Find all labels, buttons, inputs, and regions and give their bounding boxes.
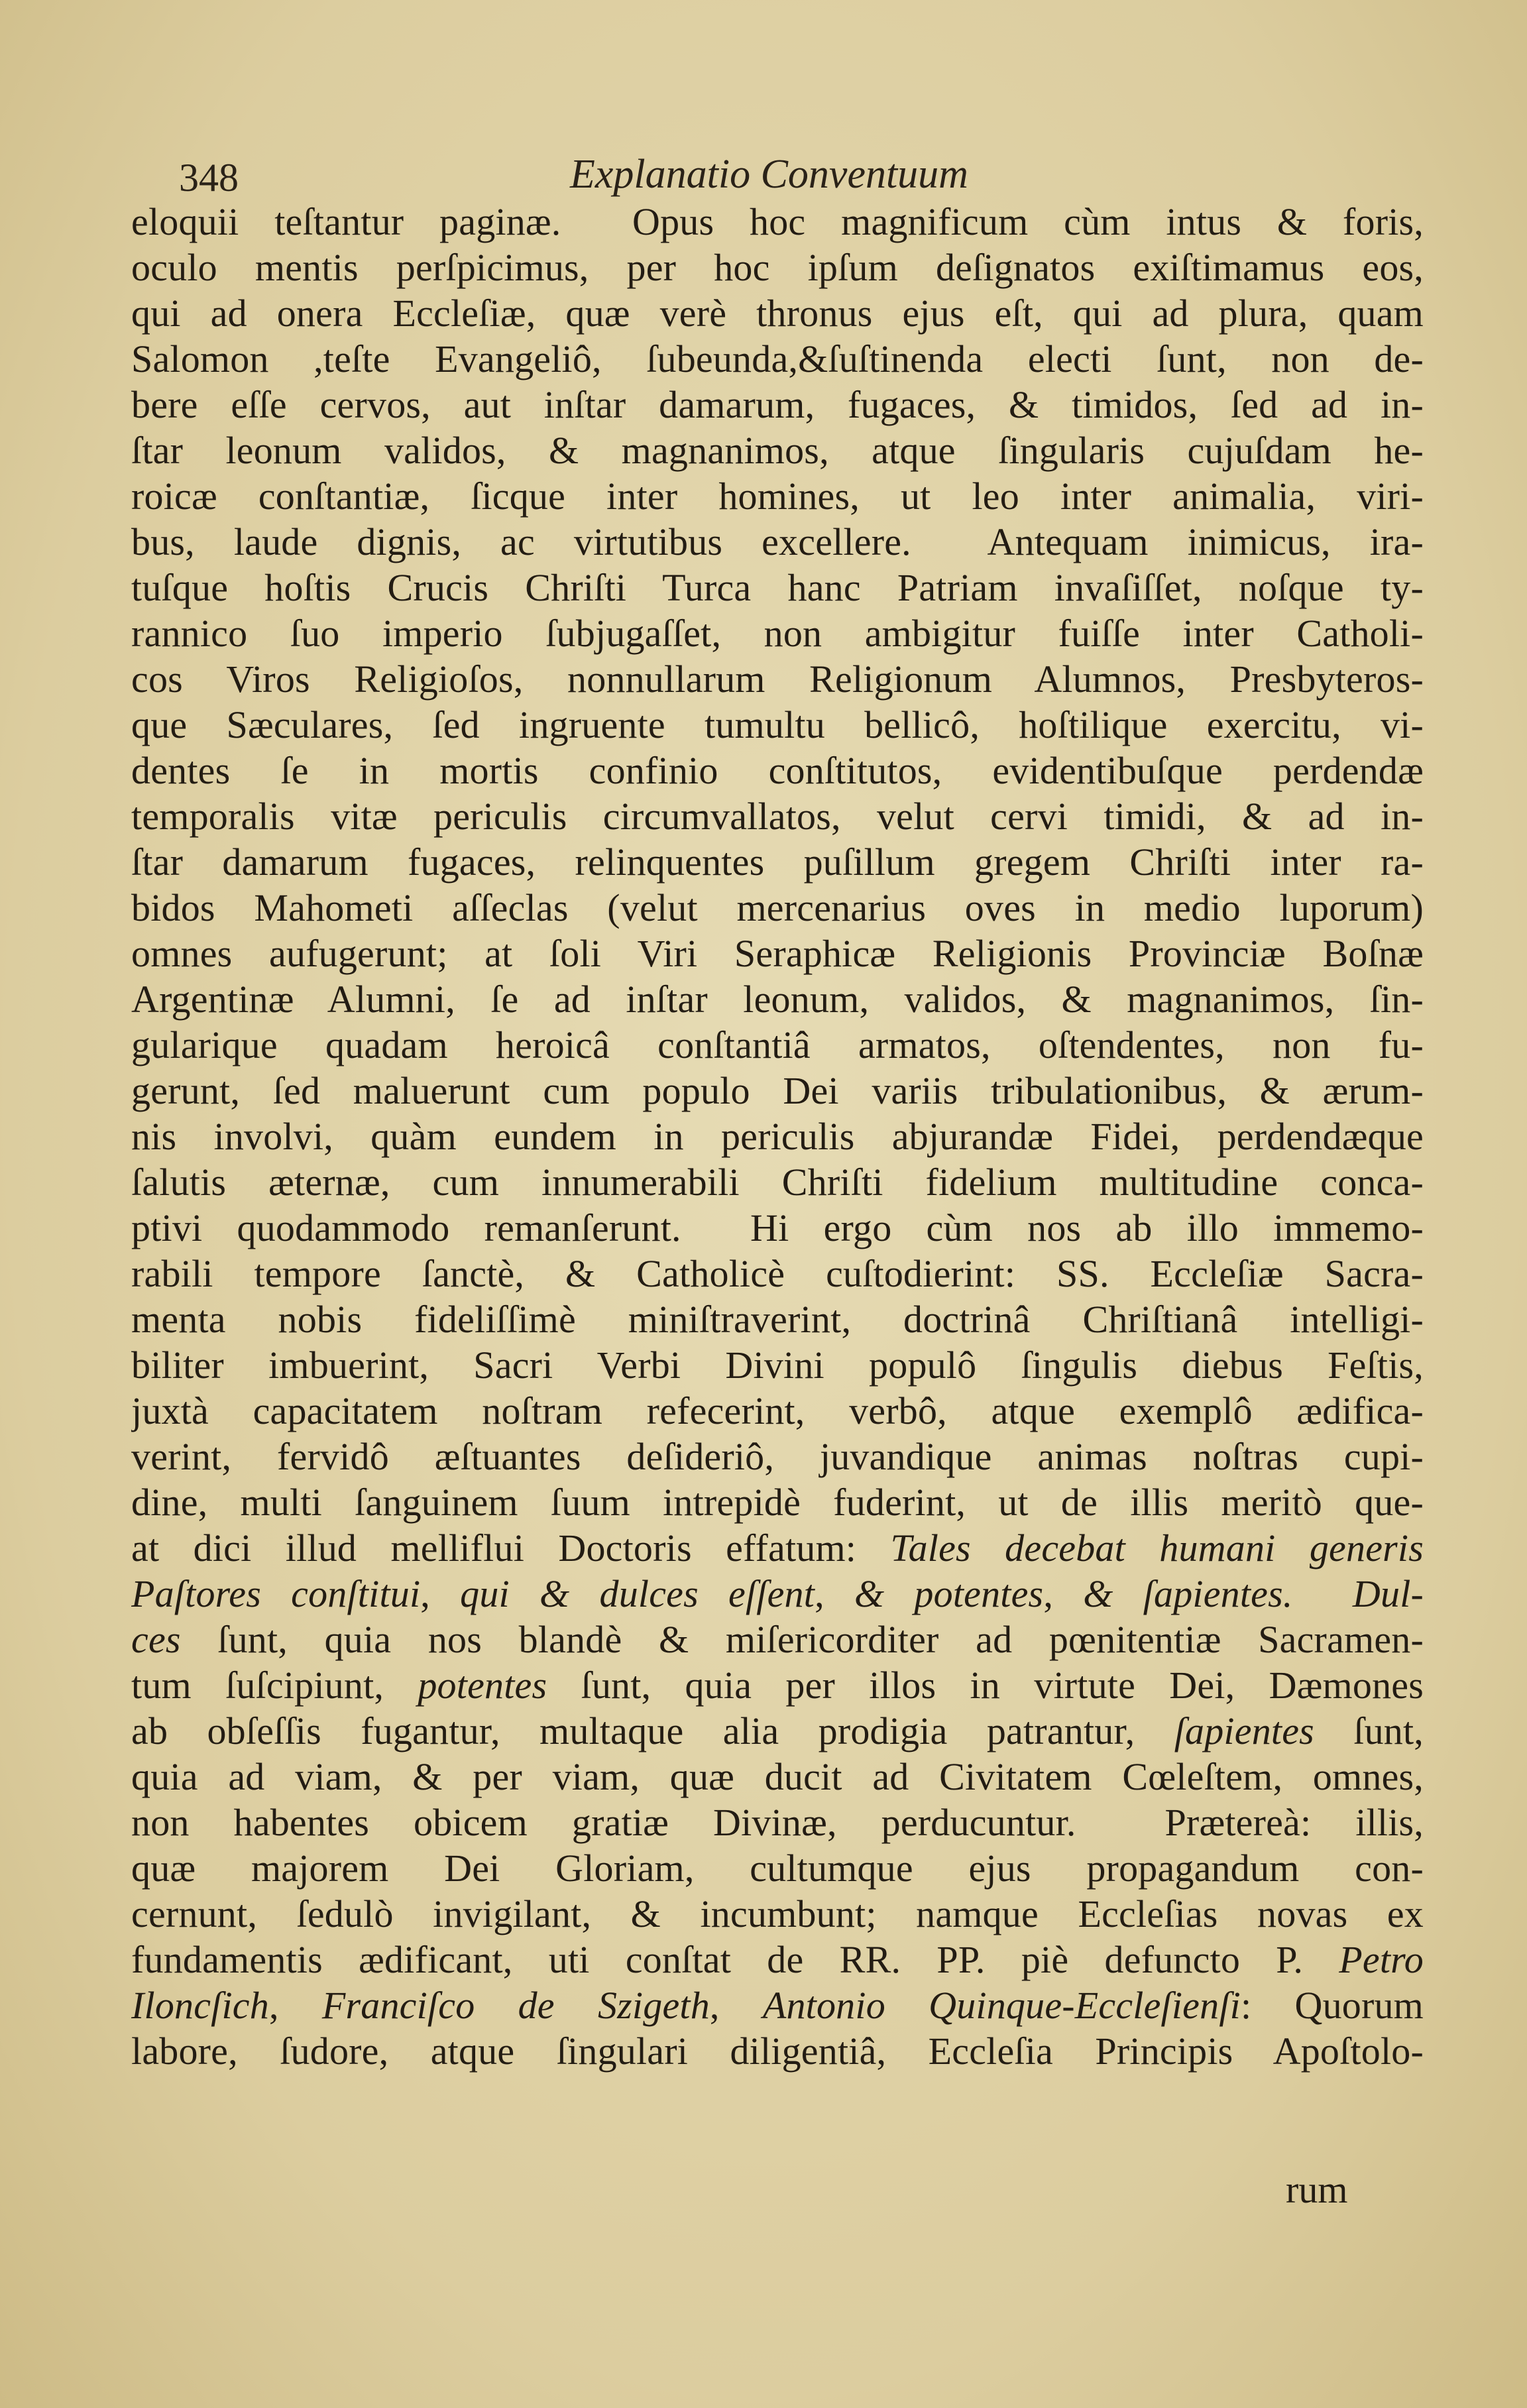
text-line [131, 1342, 1424, 1388]
body-text [131, 199, 1424, 2074]
text-segment: temporalis vitæ periculis circumvallatos, velut cervi timidi, & ad in- [131, 795, 1424, 838]
text-segment: Salomon ,teſte Evangeliô, ſubeunda,&ſuſtinenda electi ſunt, non de- [131, 337, 1424, 380]
text-line [131, 976, 1424, 1022]
text-line [131, 1800, 1424, 1845]
text-segment: labore, ſudore, atque ſingulari diligentiâ, Eccleſia Principis Apoſtolo- [131, 2030, 1424, 2073]
text-line [131, 1114, 1424, 1159]
italic-text: Iloncſich [131, 1984, 269, 2027]
text-segment: ſtar damarum fugaces, relinquentes puſillum gregem Chriſti inter ra- [131, 840, 1424, 884]
running-title: Explanatio Conventuum [570, 152, 968, 197]
text-segment: ab obſeſſis fugantur, multaque alia prodigia patrantur, [131, 1709, 1174, 1752]
text-segment: oculo mentis perſpicimus, per hoc ipſum deſignatos exiſtimamus eos, [131, 246, 1424, 289]
text-line [131, 1479, 1424, 1525]
text-segment: non habentes obicem gratiæ Divinæ, perducuntur. Prætereà: illis, [131, 1801, 1424, 1844]
text-line [131, 1662, 1424, 1708]
text-line [131, 1022, 1424, 1068]
text-line [131, 1571, 1424, 1617]
text-line [131, 1068, 1424, 1114]
text-line [131, 656, 1424, 702]
text-segment: : Quorum [1240, 1984, 1424, 2027]
text-segment: cernunt, ſedulò invigilant, & incumbunt; namque Eccleſias novas ex [131, 1892, 1424, 1935]
text-line [131, 1434, 1424, 1479]
text-segment: verint, fervidô æſtuantes deſideriô, juvandique animas noſtras cupi- [131, 1435, 1424, 1478]
text-segment: at dici illud melliflui Doctoris effatum: [131, 1526, 891, 1570]
italic-text: qui & dulces eſſent [460, 1572, 815, 1615]
italic-text: Franciſco de Szigeth [321, 1984, 710, 2027]
text-line [131, 931, 1424, 976]
text-line [131, 565, 1424, 610]
text-line [131, 336, 1424, 382]
text-segment: , [268, 1984, 322, 2027]
text-line [131, 839, 1424, 885]
text-segment: omnes aufugerunt; at ſoli Viri Seraphicæ Religionis Provinciæ Boſnæ [131, 932, 1424, 975]
italic-text: Tales decebat humani generis [890, 1526, 1424, 1570]
text-segment: menta nobis fideliſſimè miniſtraverint, doctrinâ Chriſtianâ intelligi- [131, 1298, 1424, 1341]
text-line [131, 610, 1424, 656]
text-segment: ſunt, quia per illos in virtute Dei, Dæmones [547, 1664, 1424, 1707]
text-segment: Argentinæ Alumni, ſe ad inſtar leonum, validos, & magnanimos, ſin- [131, 978, 1424, 1021]
text-segment: gerunt, ſed maluerunt cum populo Dei variis tribulationibus, & ærum- [131, 1069, 1424, 1112]
text-segment: bere eſſe cervos, aut inſtar damarum, fugaces, & timidos, ſed ad in- [131, 383, 1424, 426]
italic-text: ces [131, 1618, 181, 1661]
text-line [131, 793, 1424, 839]
italic-text: potentes [418, 1664, 547, 1707]
text-line [131, 290, 1424, 336]
text-segment: tuſque hoſtis Crucis Chriſti Turca hanc Patriam invaſiſſet, noſque ty- [131, 566, 1424, 609]
italic-text: & potentes [854, 1572, 1044, 1615]
text-segment: rabili tempore ſanctè, & Catholicè cuſtodierint: SS. Eccleſiæ Sacra- [131, 1252, 1424, 1295]
text-segment: tum ſuſcipiunt, [131, 1664, 418, 1707]
text-segment: dine, multi ſanguinem ſuum intrepidè fuderint, ut de illis meritò que- [131, 1481, 1424, 1524]
italic-text: Petro [1339, 1938, 1424, 1981]
text-line [131, 1891, 1424, 1937]
text-line [131, 245, 1424, 290]
text-line [131, 1388, 1424, 1434]
text-line [131, 519, 1424, 565]
page-number: 348 [179, 156, 239, 200]
text-segment: rannico ſuo imperio ſubjugaſſet, non ambigitur fuiſſe inter Catholi- [131, 612, 1424, 655]
text-line [131, 2028, 1424, 2074]
text-line [131, 1937, 1424, 1982]
text-segment: , [420, 1572, 461, 1615]
text-line [131, 1296, 1424, 1342]
text-line [131, 702, 1424, 748]
text-segment: cos Viros Religioſos, nonnullarum Religionum Alumnos, Presbyteros- [131, 658, 1424, 701]
text-line [131, 199, 1424, 245]
text-line [131, 885, 1424, 931]
text-line [131, 1754, 1424, 1800]
text-line [131, 1617, 1424, 1662]
text-segment: quia ad viam, & per viam, quæ ducit ad Civitatem Cœleſtem, omnes, [131, 1755, 1424, 1798]
text-line [131, 1251, 1424, 1296]
text-segment: bus, laude dignis, ac virtutibus excellere. Antequam inimicus, ira- [131, 520, 1424, 563]
text-segment: gularique quadam heroicâ conſtantiâ armatos, oſtendentes, non fu- [131, 1023, 1424, 1066]
text-segment: ſunt, quia nos blandè & miſericorditer ad pœnitentiæ Sacramen- [180, 1618, 1424, 1661]
text-segment: , [815, 1572, 854, 1615]
text-segment: ſalutis æternæ, cum innumerabili Chriſti fidelium multitudine conca- [131, 1161, 1424, 1204]
italic-text: ſapientes [1174, 1709, 1314, 1752]
text-segment: roicæ conſtantiæ, ſicque inter homines, ut leo inter animalia, viri- [131, 475, 1424, 518]
text-line [131, 428, 1424, 473]
text-segment: ptivi quodammodo remanſerunt. Hi ergo cùm nos ab illo immemo- [131, 1206, 1424, 1249]
text-segment: que Sæculares, ſed ingruente tumultu bellicô, hoſtilique exercitu, vi- [131, 703, 1424, 746]
text-line [131, 473, 1424, 519]
italic-text: Antonio Quinque-Eccleſienſi [762, 1984, 1241, 2027]
text-segment: bidos Mahometi aſſeclas (velut mercenarius oves in medio luporum) [131, 886, 1424, 929]
text-line [131, 382, 1424, 428]
text-line [131, 1159, 1424, 1205]
italic-text: & ſapientes. Dul- [1083, 1572, 1424, 1615]
text-segment: juxtà capacitatem noſtram refecerint, verbô, atque exemplô ædifica- [131, 1389, 1424, 1432]
text-line [131, 748, 1424, 793]
text-line [131, 1845, 1424, 1891]
text-segment: biliter imbuerint, Sacri Verbi Divini populô ſingulis diebus Feſtis, [131, 1344, 1424, 1387]
text-line [131, 1708, 1424, 1754]
text-segment: eloquii teſtantur paginæ. Opus hoc magnificum cùm intus & foris, [131, 200, 1424, 243]
text-segment: dentes ſe in mortis confinio conſtitutos, evidentibuſque perdendæ [131, 749, 1424, 792]
text-segment: , [1043, 1572, 1084, 1615]
catchword: rum [1286, 2168, 1348, 2211]
text-line [131, 1525, 1424, 1571]
text-segment: , [709, 1984, 763, 2027]
text-line [131, 1205, 1424, 1251]
italic-text: Paſtores conſtitui [131, 1572, 421, 1615]
text-line [131, 1982, 1424, 2028]
text-segment: ſunt, [1314, 1709, 1424, 1752]
text-segment: ſtar leonum validos, & magnanimos, atque ſingularis cujuſdam he- [131, 429, 1424, 472]
text-segment: qui ad onera Eccleſiæ, quæ verè thronus ejus eſt, qui ad plura, quam [131, 292, 1424, 335]
text-segment: quæ majorem Dei Gloriam, cultumque ejus propagandum con- [131, 1847, 1424, 1890]
text-segment: fundamentis ædificant, uti conſtat de RR. PP. piè defuncto P. [131, 1938, 1339, 1981]
page-header [179, 151, 1438, 204]
text-segment: nis involvi, quàm eundem in periculis abjurandæ Fidei, perdendæque [131, 1115, 1424, 1158]
